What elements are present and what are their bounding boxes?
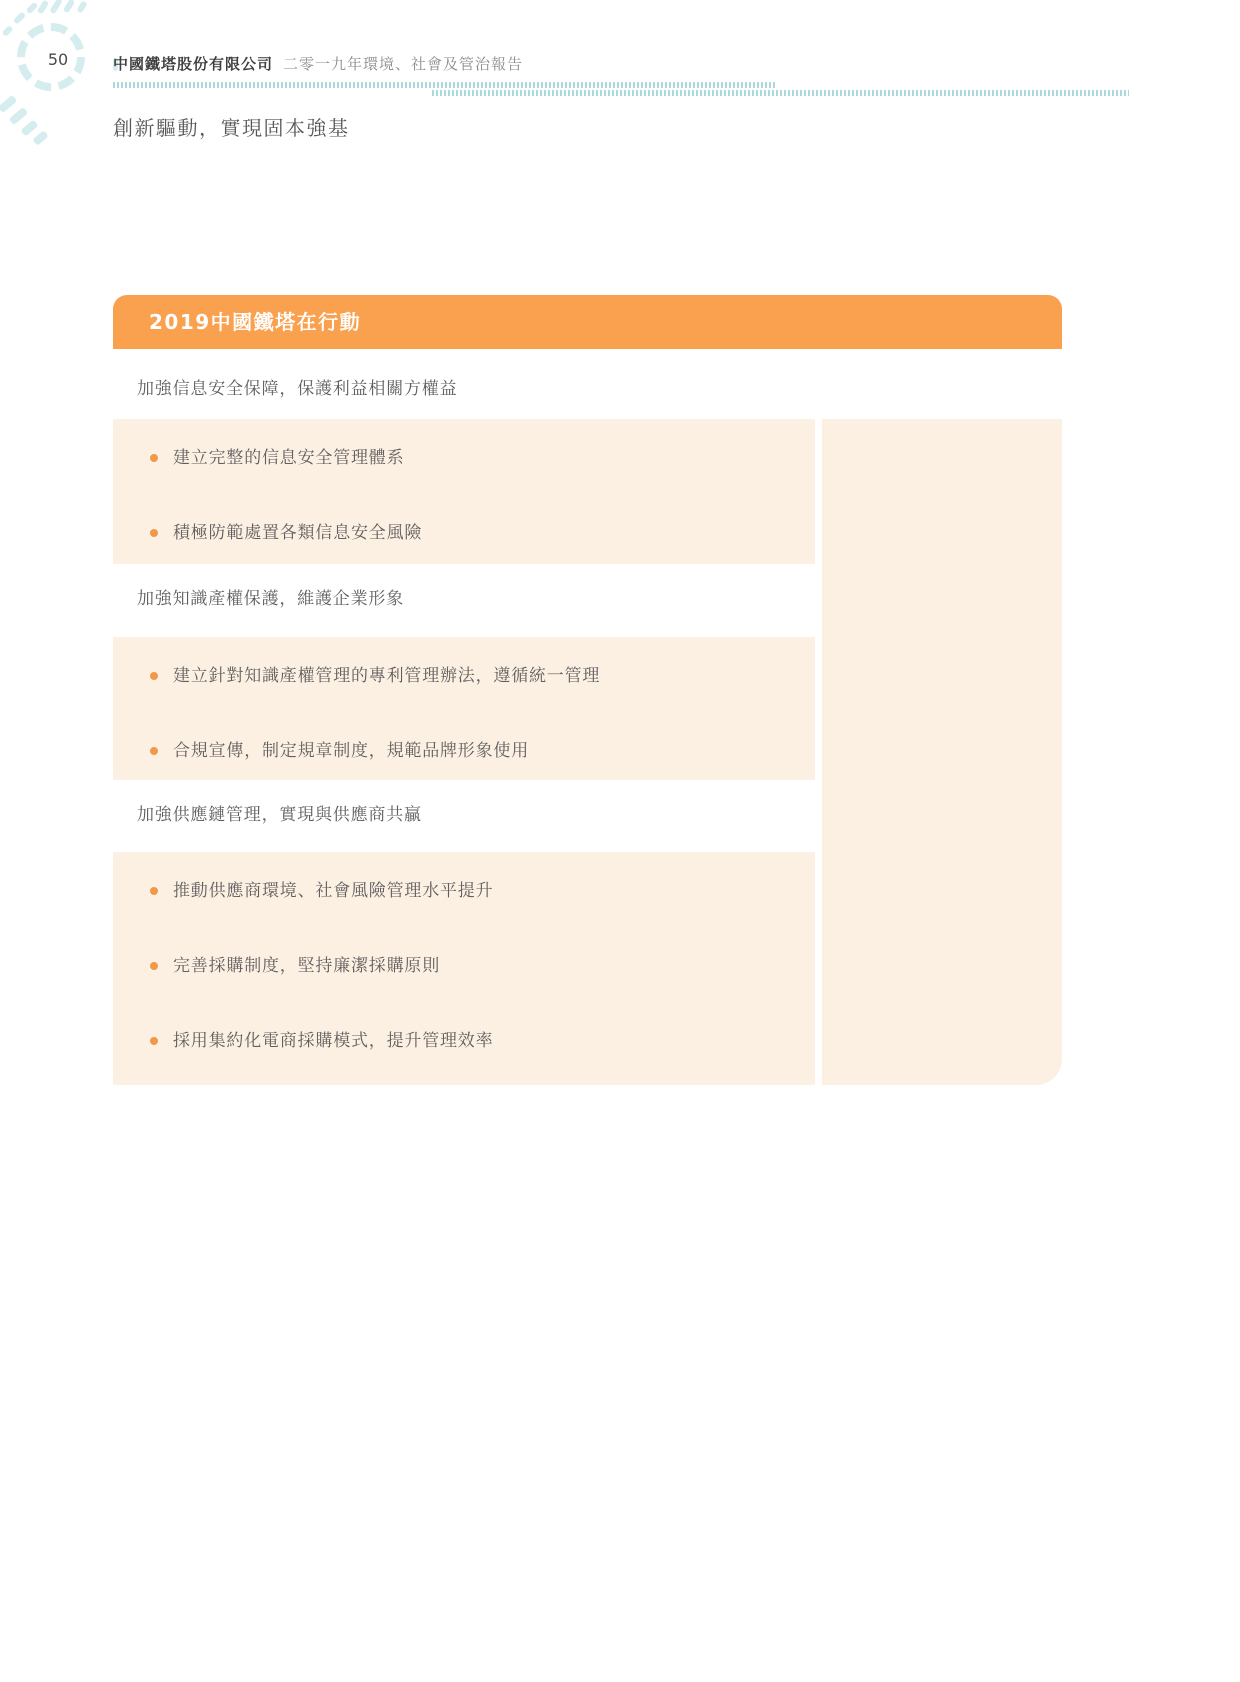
header-rule-top [113,82,775,88]
logo-dash-icon [37,0,50,15]
logo-dash-icon [63,0,76,14]
list-item [150,1029,493,1053]
report-title: 二零一九年環境、社會及管治報告 [283,55,524,73]
logo-dash-icon [13,11,26,24]
logo-dash-icon [49,0,63,14]
logo-dash-icon [9,107,29,125]
bullet-text: 建立完整的信息安全管理體系 [173,448,405,468]
bullet-dot-icon [150,454,158,462]
bullet-text: 積極防範處置各類信息安全風險 [173,523,423,543]
bullet-text: 合規宣傳，制定規章制度，規範品牌形象使用 [173,741,529,761]
company-name: 中國鐵塔股份有限公司 [113,55,274,73]
header-rule-bottom [432,90,1129,96]
bullet-text: 建立針對知識產權管理的專利管理辦法，遵循統一管理 [173,666,601,686]
bullet-dot-icon [150,962,158,970]
section-heading-supply-chain: 加強供應鏈管理，實現與供應商共贏 [137,805,422,825]
bullet-dot-icon [150,529,158,537]
section-heading-intellectual-property: 加強知識產權保護，維護企業形象 [137,589,404,609]
logo-dash-icon [76,0,87,13]
bullet-dot-icon [150,887,158,895]
logo-dash-icon [20,119,38,136]
chapter-title: 創新驅動，實現固本強基 [113,116,350,140]
side-panel [822,419,1062,1085]
bullet-panel-intellectual-property [113,637,815,780]
list-item [150,521,422,545]
list-item [150,739,529,763]
list-item [150,446,404,470]
bullet-text: 採用集約化電商採購模式，提升管理效率 [173,1031,494,1051]
logo-dash-icon [1,25,13,37]
logo-dash-icon [32,130,49,146]
action-banner [113,295,1062,349]
list-item [150,664,600,688]
bullet-panel-information-security [113,419,815,564]
bullet-dot-icon [150,672,158,680]
bullet-text: 完善採購制度，堅持廉潔採購原則 [173,956,440,976]
bullet-panel-supply-chain [113,852,815,1085]
bullet-dot-icon [150,747,158,755]
bullet-text: 推動供應商環境、社會風險管理水平提升 [173,881,494,901]
list-item [150,879,493,903]
logo-dash-icon [0,95,17,113]
section-heading-information-security: 加強信息安全保障，保護利益相關方權益 [137,379,458,399]
logo-dash-icon [26,2,39,15]
bullet-dot-icon [150,1037,158,1045]
action-banner-title: 2019中國鐵塔在行動 [149,310,362,334]
report-header [113,53,523,74]
list-item [150,954,440,978]
page-number: 50 [47,50,69,69]
